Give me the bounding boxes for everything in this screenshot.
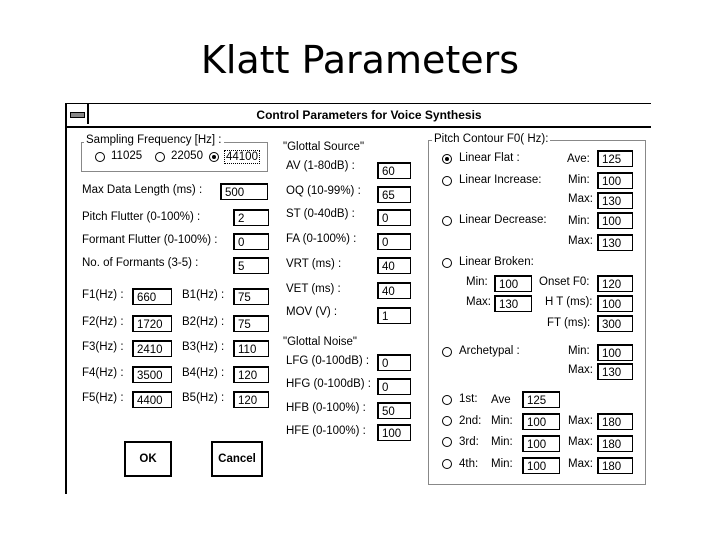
f5-input[interactable]: 4400	[132, 391, 172, 408]
linear-broken-ht-input[interactable]: 100	[597, 295, 633, 312]
linear-increase-min-input[interactable]: 100	[597, 172, 633, 189]
oq-label: OQ (10-99%) :	[286, 185, 361, 197]
sampling-radio-11025[interactable]	[95, 152, 105, 162]
linear-flat-ave-label: Ave:	[567, 153, 590, 165]
f5-label: F5(Hz) :	[82, 392, 124, 404]
second-max-label: Max:	[568, 415, 593, 427]
b1-input[interactable]: 75	[233, 288, 269, 305]
linear-broken-min-input[interactable]: 100	[494, 275, 532, 292]
hfb-label: HFB (0-100%) :	[286, 402, 366, 414]
vrt-label: VRT (ms) :	[286, 258, 342, 270]
linear-increase-min-label: Min:	[568, 174, 590, 186]
window-title: Control Parameters for Voice Synthesis	[256, 108, 482, 122]
linear-increase-max-label: Max:	[568, 193, 593, 205]
linear-decrease-max-label: Max:	[568, 235, 593, 247]
oq-input[interactable]: 65	[377, 186, 411, 203]
linear-broken-ft-label: FT (ms):	[547, 317, 591, 329]
sampling-radio-22050[interactable]	[155, 152, 165, 162]
third-radio[interactable]	[442, 437, 452, 447]
linear-flat-radio[interactable]	[442, 154, 452, 164]
pitch-flutter-label: Pitch Flutter (0-100%) :	[82, 211, 201, 223]
third-max-input[interactable]: 180	[597, 435, 633, 452]
hfg-label: HFG (0-100dB) :	[286, 378, 371, 390]
linear-decrease-radio[interactable]	[442, 216, 452, 226]
cancel-button[interactable]	[211, 441, 263, 477]
archetypal-radio[interactable]	[442, 347, 452, 357]
linear-increase-label: Linear Increase:	[459, 174, 542, 186]
archetypal-max-input[interactable]: 130	[597, 363, 633, 380]
lfg-input[interactable]: 0	[377, 354, 411, 371]
second-label: 2nd:	[459, 415, 482, 427]
linear-increase-max-input[interactable]: 130	[597, 192, 633, 209]
slide-title: Klatt Parameters	[200, 38, 520, 82]
second-radio[interactable]	[442, 416, 452, 426]
linear-decrease-min-input[interactable]: 100	[597, 212, 633, 229]
lfg-label: LFG (0-100dB) :	[286, 355, 370, 367]
st-input[interactable]: 0	[377, 209, 411, 226]
linear-flat-label: Linear Flat :	[459, 152, 520, 164]
archetypal-max-label: Max:	[568, 364, 593, 376]
fourth-radio[interactable]	[442, 459, 452, 469]
hfb-input[interactable]: 50	[377, 402, 411, 419]
glottal-noise-heading: "Glottal Noise"	[283, 336, 357, 348]
second-max-input[interactable]: 180	[597, 413, 633, 430]
fourth-label: 4th:	[459, 458, 479, 470]
hfe-label: HFE (0-100%) :	[286, 425, 366, 437]
archetypal-label: Archetypal :	[459, 345, 520, 357]
sampling-option-22050: 22050	[171, 150, 203, 162]
archetypal-min-label: Min:	[568, 345, 590, 357]
f2-input[interactable]: 1720	[132, 315, 172, 332]
fa-input[interactable]: 0	[377, 233, 411, 250]
b3-input[interactable]: 110	[233, 340, 269, 357]
b4-input[interactable]: 120	[233, 366, 269, 383]
second-min-input[interactable]: 100	[522, 413, 560, 430]
linear-broken-onset-label: Onset F0:	[539, 276, 590, 288]
linear-broken-label: Linear Broken:	[459, 256, 534, 268]
f2-label: F2(Hz) :	[82, 316, 124, 328]
num-formants-input[interactable]: 5	[233, 257, 269, 274]
b2-input[interactable]: 75	[233, 315, 269, 332]
first-label: 1st:	[459, 393, 478, 405]
linear-broken-onset-input[interactable]: 120	[597, 275, 633, 292]
cancel-button-label: Cancel	[218, 453, 256, 465]
num-formants-label: No. of Formants (3-5) :	[82, 257, 199, 269]
b1-label: B1(Hz) :	[182, 289, 225, 301]
formant-flutter-input[interactable]: 0	[233, 233, 269, 250]
b2-label: B2(Hz) :	[182, 316, 225, 328]
fourth-max-input[interactable]: 180	[597, 457, 633, 474]
fourth-max-label: Max:	[568, 458, 593, 470]
b3-label: B3(Hz) :	[182, 341, 225, 353]
first-ave-label: Ave	[491, 394, 511, 406]
linear-broken-max-label: Max:	[466, 296, 491, 308]
mov-label: MOV (V) :	[286, 306, 338, 318]
first-radio[interactable]	[442, 395, 452, 405]
f3-label: F3(Hz) :	[82, 341, 124, 353]
third-label: 3rd:	[459, 436, 479, 448]
third-min-label: Min:	[491, 436, 513, 448]
linear-increase-radio[interactable]	[442, 176, 452, 186]
av-label: AV (1-80dB) :	[286, 160, 355, 172]
vrt-input[interactable]: 40	[377, 257, 411, 274]
f1-input[interactable]: 660	[132, 288, 172, 305]
max-data-length-input[interactable]: 500	[220, 183, 268, 200]
sampling-frequency-label: Sampling Frequency [Hz] :	[86, 134, 222, 146]
ok-button[interactable]	[124, 441, 172, 477]
max-data-length-label: Max Data Length (ms) :	[82, 184, 203, 196]
fa-label: FA (0-100%) :	[286, 233, 357, 245]
vet-label: VET (ms) :	[286, 283, 341, 295]
linear-broken-radio[interactable]	[442, 258, 452, 268]
hfg-input[interactable]: 0	[377, 378, 411, 395]
f4-label: F4(Hz) :	[82, 367, 124, 379]
formant-flutter-label: Formant Flutter (0-100%) :	[82, 234, 218, 246]
mov-input[interactable]: 1	[377, 307, 411, 324]
title-bar	[67, 104, 651, 128]
system-menu-button[interactable]	[67, 104, 89, 124]
f1-label: F1(Hz) :	[82, 289, 124, 301]
pitch-contour-label: Pitch Contour F0( Hz):	[434, 133, 549, 145]
linear-broken-min-label: Min:	[466, 276, 488, 288]
fourth-min-label: Min:	[491, 458, 513, 470]
third-max-label: Max:	[568, 436, 593, 448]
ok-button-label: OK	[139, 453, 157, 465]
glottal-source-heading: "Glottal Source"	[283, 141, 365, 153]
system-menu-icon	[70, 112, 85, 118]
linear-decrease-max-input[interactable]: 130	[597, 234, 633, 251]
pitch-flutter-input[interactable]: 2	[233, 209, 269, 226]
linear-broken-max-input[interactable]: 130	[494, 295, 532, 312]
fourth-min-input[interactable]: 100	[522, 457, 560, 474]
linear-decrease-label: Linear Decrease:	[459, 214, 547, 226]
hfe-input[interactable]: 100	[377, 424, 411, 441]
dialog-window	[65, 103, 651, 494]
sampling-option-44100: 44100	[226, 151, 258, 163]
linear-broken-ft-input[interactable]: 300	[597, 315, 633, 332]
av-input[interactable]: 60	[377, 162, 411, 179]
linear-decrease-min-label: Min:	[568, 215, 590, 227]
f3-input[interactable]: 2410	[132, 340, 172, 357]
b5-label: B5(Hz) :	[182, 392, 225, 404]
linear-broken-ht-label: H T (ms):	[545, 296, 593, 308]
third-min-input[interactable]: 100	[522, 435, 560, 452]
first-ave-input[interactable]: 125	[522, 391, 560, 408]
vet-input[interactable]: 40	[377, 282, 411, 299]
linear-flat-ave-input[interactable]: 125	[597, 150, 633, 167]
sampling-option-11025: 11025	[111, 150, 143, 162]
b4-label: B4(Hz) :	[182, 367, 225, 379]
b5-input[interactable]: 120	[233, 391, 269, 408]
sampling-radio-44100[interactable]	[209, 152, 219, 162]
archetypal-min-input[interactable]: 100	[597, 344, 633, 361]
st-label: ST (0-40dB) :	[286, 208, 355, 220]
f4-input[interactable]: 3500	[132, 366, 172, 383]
second-min-label: Min:	[491, 415, 513, 427]
